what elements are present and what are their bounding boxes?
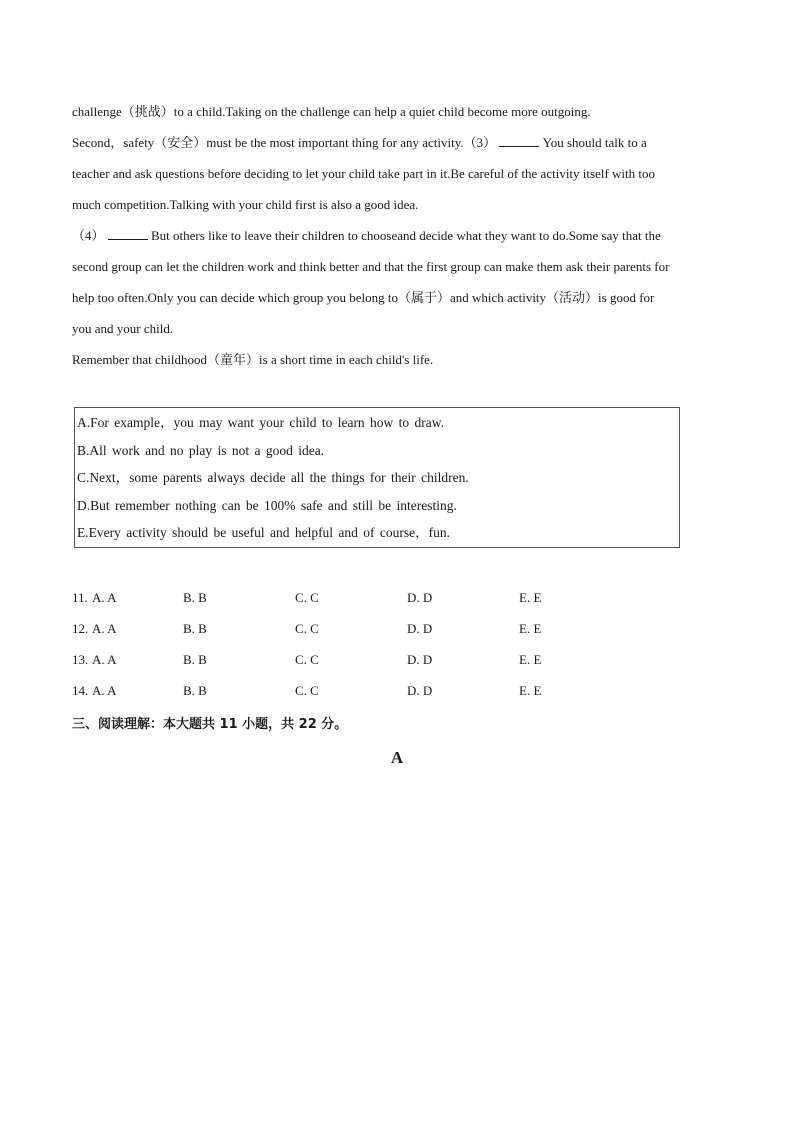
options-box xyxy=(74,407,680,548)
choice-c[interactable]: C. C xyxy=(295,683,319,698)
choice-a[interactable]: A. A xyxy=(92,683,117,698)
option-b: B.All work and no play is not a good idea. xyxy=(77,442,325,458)
passage-line: help too often.Only you can decide which group you belong to（属于）and which activity（活动）is good for xyxy=(72,290,655,305)
passage-line: much competition.Talking with your child first is also a good idea. xyxy=(72,197,419,212)
choice-e[interactable]: E. E xyxy=(519,621,542,636)
question-row-12 xyxy=(72,621,632,641)
passage-line: （4） But others like to leave their children to chooseand decide what they want to do.Some say that the xyxy=(72,228,661,243)
choice-d[interactable]: D. D xyxy=(407,652,433,667)
choice-e[interactable]: E. E xyxy=(519,590,542,605)
passage-line: Remember that childhood（童年）is a short time in each child's life. xyxy=(72,352,434,367)
choice-b[interactable]: B. B xyxy=(183,652,207,667)
option-d: D.But remember nothing can be 100% safe and still be interesting. xyxy=(77,497,457,513)
choice-b[interactable]: B. B xyxy=(183,683,207,698)
choice-c[interactable]: C. C xyxy=(295,621,319,636)
answer-blank-3 xyxy=(499,135,539,147)
passage-line: teacher and ask questions before deciding to let your child take part in it.Be careful of the activity itself with too xyxy=(72,166,656,181)
passage-text xyxy=(72,96,732,375)
choice-a[interactable]: A. A xyxy=(92,652,117,667)
question-number: 11. xyxy=(72,590,88,605)
option-e: E.Every activity should be useful and helpful and of course，fun. xyxy=(77,525,451,541)
choice-d[interactable]: D. D xyxy=(407,621,433,636)
choice-d[interactable]: D. D xyxy=(407,590,433,605)
question-row-14 xyxy=(72,683,632,703)
choice-d[interactable]: D. D xyxy=(407,683,433,698)
passage-line: Second，safety（安全）must be the most important thing for any activity.（3） You should talk to a xyxy=(72,135,647,150)
passage-heading: A xyxy=(390,748,404,767)
choice-a[interactable]: A. A xyxy=(92,621,117,636)
passage-line: challenge（挑战）to a child.Taking on the challenge can help a quiet child become more outgoing. xyxy=(72,104,591,119)
option-c: C.Next，some parents always decide all the things for their children. xyxy=(77,470,469,486)
choice-b[interactable]: B. B xyxy=(183,590,207,605)
question-number: 12. xyxy=(72,621,89,636)
question-row-11 xyxy=(72,590,632,610)
choice-a[interactable]: A. A xyxy=(92,590,117,605)
choice-e[interactable]: E. E xyxy=(519,683,542,698)
choice-b[interactable]: B. B xyxy=(183,621,207,636)
choice-c[interactable]: C. C xyxy=(295,652,319,667)
choice-c[interactable]: C. C xyxy=(295,590,319,605)
passage-line: you and your child. xyxy=(72,321,174,336)
question-number: 14. xyxy=(72,683,89,698)
answer-blank-4 xyxy=(108,228,148,240)
choice-e[interactable]: E. E xyxy=(519,652,542,667)
section-title: 三、阅读理解：本大题共 11 小题，共 22 分。 xyxy=(72,717,348,732)
question-row-13 xyxy=(72,652,632,672)
passage-line: second group can let the children work and think better and that the first group can make them ask their parents for xyxy=(72,259,670,274)
option-a: A.For example，you may want your child to learn how to draw. xyxy=(77,415,445,430)
question-number: 13. xyxy=(72,652,89,667)
